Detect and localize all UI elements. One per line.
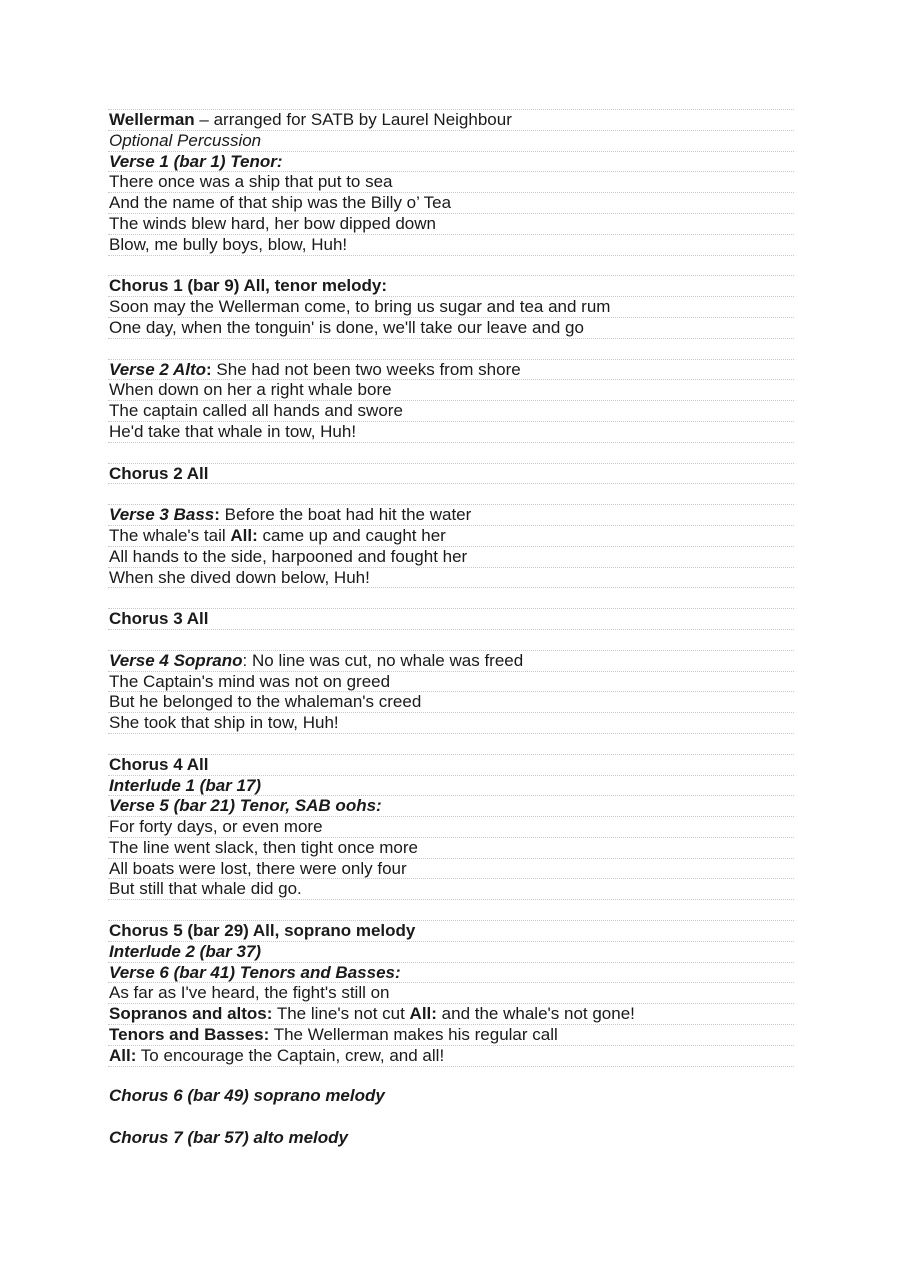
verse2-label: Verse 2 Alto	[109, 359, 207, 379]
verse1-line: And the name of that ship was the Billy o’ Tea	[108, 192, 794, 213]
blank-line	[108, 338, 794, 359]
blank-line	[108, 442, 794, 463]
verse5-line: All boats were lost, there were only four	[108, 858, 794, 879]
blank-line	[108, 733, 794, 754]
tenors-basses-label: Tenors and Basses:	[109, 1025, 270, 1045]
verse3-text: Before the boat had hit the water	[219, 505, 472, 525]
chorus2-heading: Chorus 2 All	[108, 463, 794, 484]
verse5-line: For forty days, or even more	[108, 816, 794, 837]
verse3-line: All hands to the side, harpooned and fought her	[108, 546, 794, 567]
verse1-line: There once was a ship that put to sea	[108, 171, 794, 192]
chorus3-heading: Chorus 3 All	[108, 608, 794, 629]
verse5-line: The line went slack, then tight once more	[108, 837, 794, 858]
verse4-line: She took that ship in tow, Huh!	[108, 712, 794, 733]
verse2-line: When down on her a right whale bore	[108, 379, 794, 400]
blank-line	[108, 587, 794, 608]
blank-line	[108, 899, 794, 920]
verse2-text: She had not been two weeks from shore	[211, 359, 521, 379]
arrangement-credit: – arranged for SATB by Laurel Neighbour	[194, 110, 512, 129]
verse4-line: But he belonged to the whaleman's creed	[108, 691, 794, 712]
lyrics-sheet	[108, 109, 794, 1149]
verse6-tenors-basses-line	[108, 1024, 794, 1045]
verse3-colon: :	[214, 505, 220, 525]
chorus1-heading: Chorus 1 (bar 9) All, tenor melody:	[108, 275, 794, 296]
verse5-line: But still that whale did go.	[108, 878, 794, 899]
verse1-line: The winds blew hard, her bow dipped down	[108, 213, 794, 234]
verse1-line: Blow, me bully boys, blow, Huh!	[108, 234, 794, 255]
verse5-heading: Verse 5 (bar 21) Tenor, SAB oohs:	[108, 795, 794, 816]
verse2-colon: :	[206, 359, 212, 379]
verse2-first-line	[108, 359, 794, 380]
title-line	[108, 109, 794, 130]
chorus5-heading: Chorus 5 (bar 29) All, soprano melody	[108, 920, 794, 941]
verse6-sopranos-altos-line	[108, 1003, 794, 1024]
blank-line	[108, 629, 794, 650]
all-label: All:	[109, 1045, 137, 1065]
sopranos-altos-label: Sopranos and altos:	[109, 1004, 273, 1024]
verse4-first-line	[108, 650, 794, 671]
tenors-basses-text: The Wellerman makes his regular call	[269, 1025, 558, 1045]
verse6-all-line	[108, 1045, 794, 1066]
verse4-label: Verse 4 Soprano	[109, 650, 243, 670]
verse3-line	[108, 525, 794, 546]
chorus6-heading: Chorus 6 (bar 49) soprano melody	[109, 1086, 385, 1106]
verse2-line: He'd take that whale in tow, Huh!	[108, 421, 794, 442]
verse4-line: The Captain's mind was not on greed	[108, 671, 794, 692]
chorus1-line: Soon may the Wellerman come, to bring us sugar and tea and rum	[108, 296, 794, 317]
verse3-line2-post: came up and caught her	[257, 525, 446, 545]
verse6-line: As far as I've heard, the fight's still on	[108, 982, 794, 1003]
blank-line	[108, 255, 794, 276]
sopranos-altos-text-2: and the whale's not gone!	[436, 1004, 635, 1024]
verse3-line: When she dived down below, Huh!	[108, 567, 794, 588]
blank-line	[108, 1107, 794, 1128]
chorus1-line: One day, when the tonguin' is done, we'll take our leave and go	[108, 317, 794, 338]
verse3-label: Verse 3 Bass	[109, 505, 215, 525]
blank-line	[108, 1066, 794, 1087]
blank-line	[108, 483, 794, 504]
song-title: Wellerman	[109, 110, 195, 129]
verse6-heading: Verse 6 (bar 41) Tenors and Basses:	[108, 962, 794, 983]
sopranos-altos-text: The line's not cut	[272, 1004, 410, 1024]
interlude2-heading: Interlude 2 (bar 37)	[108, 941, 794, 962]
verse6-all-label: All:	[409, 1004, 437, 1024]
verse3-line2-pre: The whale's tail	[109, 525, 231, 545]
verse3-first-line	[108, 504, 794, 525]
chorus7-heading: Chorus 7 (bar 57) alto melody	[109, 1128, 348, 1148]
verse3-all-label: All:	[230, 525, 258, 545]
percussion-note: Optional Percussion	[108, 130, 794, 151]
verse4-text: : No line was cut, no whale was freed	[242, 650, 524, 670]
interlude1-heading: Interlude 1 (bar 17)	[108, 775, 794, 796]
all-text: To encourage the Captain, crew, and all!	[136, 1045, 445, 1065]
verse1-heading: Verse 1 (bar 1) Tenor:	[108, 151, 794, 172]
verse2-line: The captain called all hands and swore	[108, 400, 794, 421]
chorus4-heading: Chorus 4 All	[108, 754, 794, 775]
